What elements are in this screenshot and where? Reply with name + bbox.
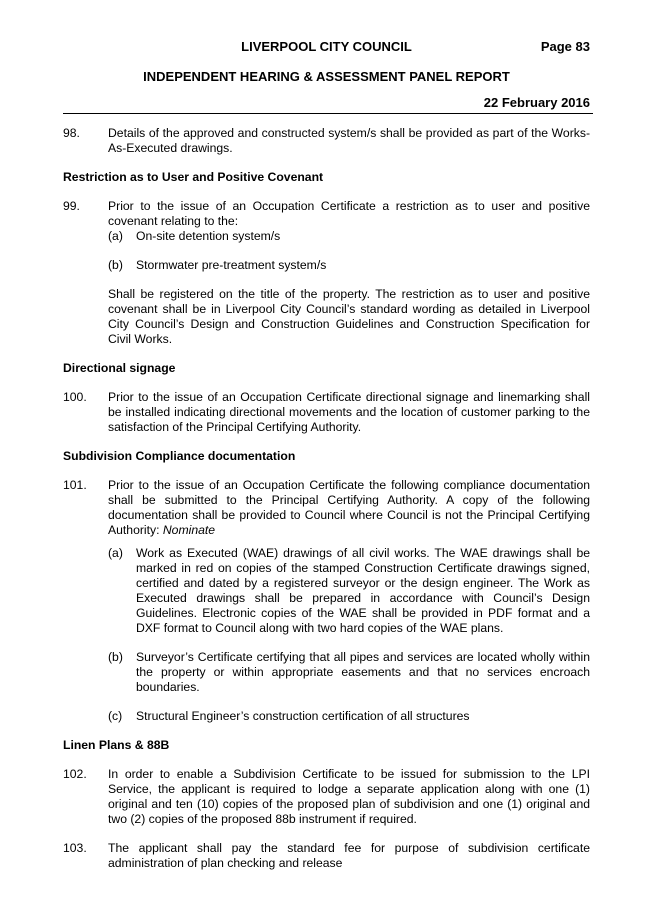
condition-103 bbox=[63, 841, 590, 871]
sub-item-text: Surveyor’s Certificate certifying that all pipes and services are located wholly within the property or within appropriate easements and that no services encroach boundaries. bbox=[136, 650, 590, 694]
condition-number: 98. bbox=[63, 126, 80, 140]
condition-text: In order to enable a Subdivision Certificate to be issued for submission to the LPI Service, the applicant is required to lodge a separate application along with one (1) original and ten (10) copies of the proposed plan of subdivision and one (1) original and two (2) copies of the proposed 88b instrument if required. bbox=[108, 767, 590, 826]
council-title: LIVERPOOL CITY COUNCIL bbox=[241, 39, 412, 54]
sub-item-label: (b) bbox=[108, 650, 123, 664]
condition-98 bbox=[63, 126, 590, 156]
sub-item-label: (a) bbox=[108, 229, 123, 243]
sub-item-text: Stormwater pre-treatment system/s bbox=[136, 258, 327, 272]
condition-100 bbox=[63, 390, 590, 435]
sub-item-text: Work as Executed (WAE) drawings of all civil works. The WAE drawings shall be marked in red on copies of the stamped Construction Certificate drawings signed, certified and dated by a registered surveyor or the design engineer. The Work as Executed drawings shall be prepared in accordance with Council’s Design Guidelines. Electronic copies of the WAE shall be provided in PDF format and a DXF format to Council along with two hard copies of the WAE plans. bbox=[136, 546, 590, 635]
condition-text: Details of the approved and constructed system/s shall be provided as part of the Works-As-Executed drawings. bbox=[108, 126, 590, 155]
document-body bbox=[63, 126, 590, 871]
condition-number: 100. bbox=[63, 390, 87, 404]
sub-item-a bbox=[108, 546, 590, 636]
sub-item-label: (a) bbox=[108, 546, 123, 560]
condition-number: 101. bbox=[63, 478, 87, 492]
nominate-text: Nominate bbox=[162, 523, 216, 537]
section-heading: Restriction as to User and Positive Covenant bbox=[63, 170, 324, 184]
sub-item-text: On-site detention system/s bbox=[136, 229, 281, 243]
condition-text: Prior to the issue of an Occupation Certificate directional signage and linemarking shall be installed indicating directional movements and the location of customer parking to the satisfaction of the Principal Certifying Authority. bbox=[108, 390, 590, 434]
condition-99 bbox=[63, 199, 590, 347]
sub-item-c bbox=[108, 709, 590, 724]
sub-item-label: (c) bbox=[108, 709, 123, 723]
sub-item-b bbox=[108, 258, 590, 273]
condition-text: Prior to the issue of an Occupation Certificate the following compliance documentation shall be submitted to the Principal Certifying Authority. A copy of the following documentation shall be provided to Council where Council is not the Principal Certifying Authority: Nominate bbox=[108, 478, 590, 537]
section-heading: Linen Plans & 88B bbox=[63, 738, 170, 752]
header-rule bbox=[63, 113, 593, 114]
sub-item-text: Structural Engineer’s construction certification of all structures bbox=[136, 709, 470, 723]
section-heading: Directional signage bbox=[63, 361, 176, 375]
section-heading: Subdivision Compliance documentation bbox=[63, 449, 296, 463]
report-title: INDEPENDENT HEARING & ASSESSMENT PANEL REPORT bbox=[143, 69, 510, 84]
condition-101 bbox=[63, 478, 590, 724]
page-number: Page 83 bbox=[540, 39, 590, 54]
sub-item-label: (b) bbox=[108, 258, 123, 272]
condition-paragraph: Shall be registered on the title of the property. The restriction as to user and positive covenant shall be in Liverpool City Council’s standard wording as detailed in Liverpool City Council’s Design and Construction Guidelines and Construction Specification for Civil Works. bbox=[108, 287, 590, 346]
condition-number: 103. bbox=[63, 841, 87, 855]
condition-102 bbox=[63, 767, 590, 827]
condition-text: Prior to the issue of an Occupation Certificate a restriction as to user and positive covenant relating to the: bbox=[108, 199, 590, 228]
report-date: 22 February 2016 bbox=[483, 95, 590, 110]
sub-item-b bbox=[108, 650, 590, 695]
condition-number: 102. bbox=[63, 767, 87, 781]
condition-text: The applicant shall pay the standard fee for purpose of subdivision certificate administration of plan checking and release bbox=[108, 841, 590, 870]
sub-item-a bbox=[108, 229, 590, 244]
condition-number: 99. bbox=[63, 199, 80, 213]
